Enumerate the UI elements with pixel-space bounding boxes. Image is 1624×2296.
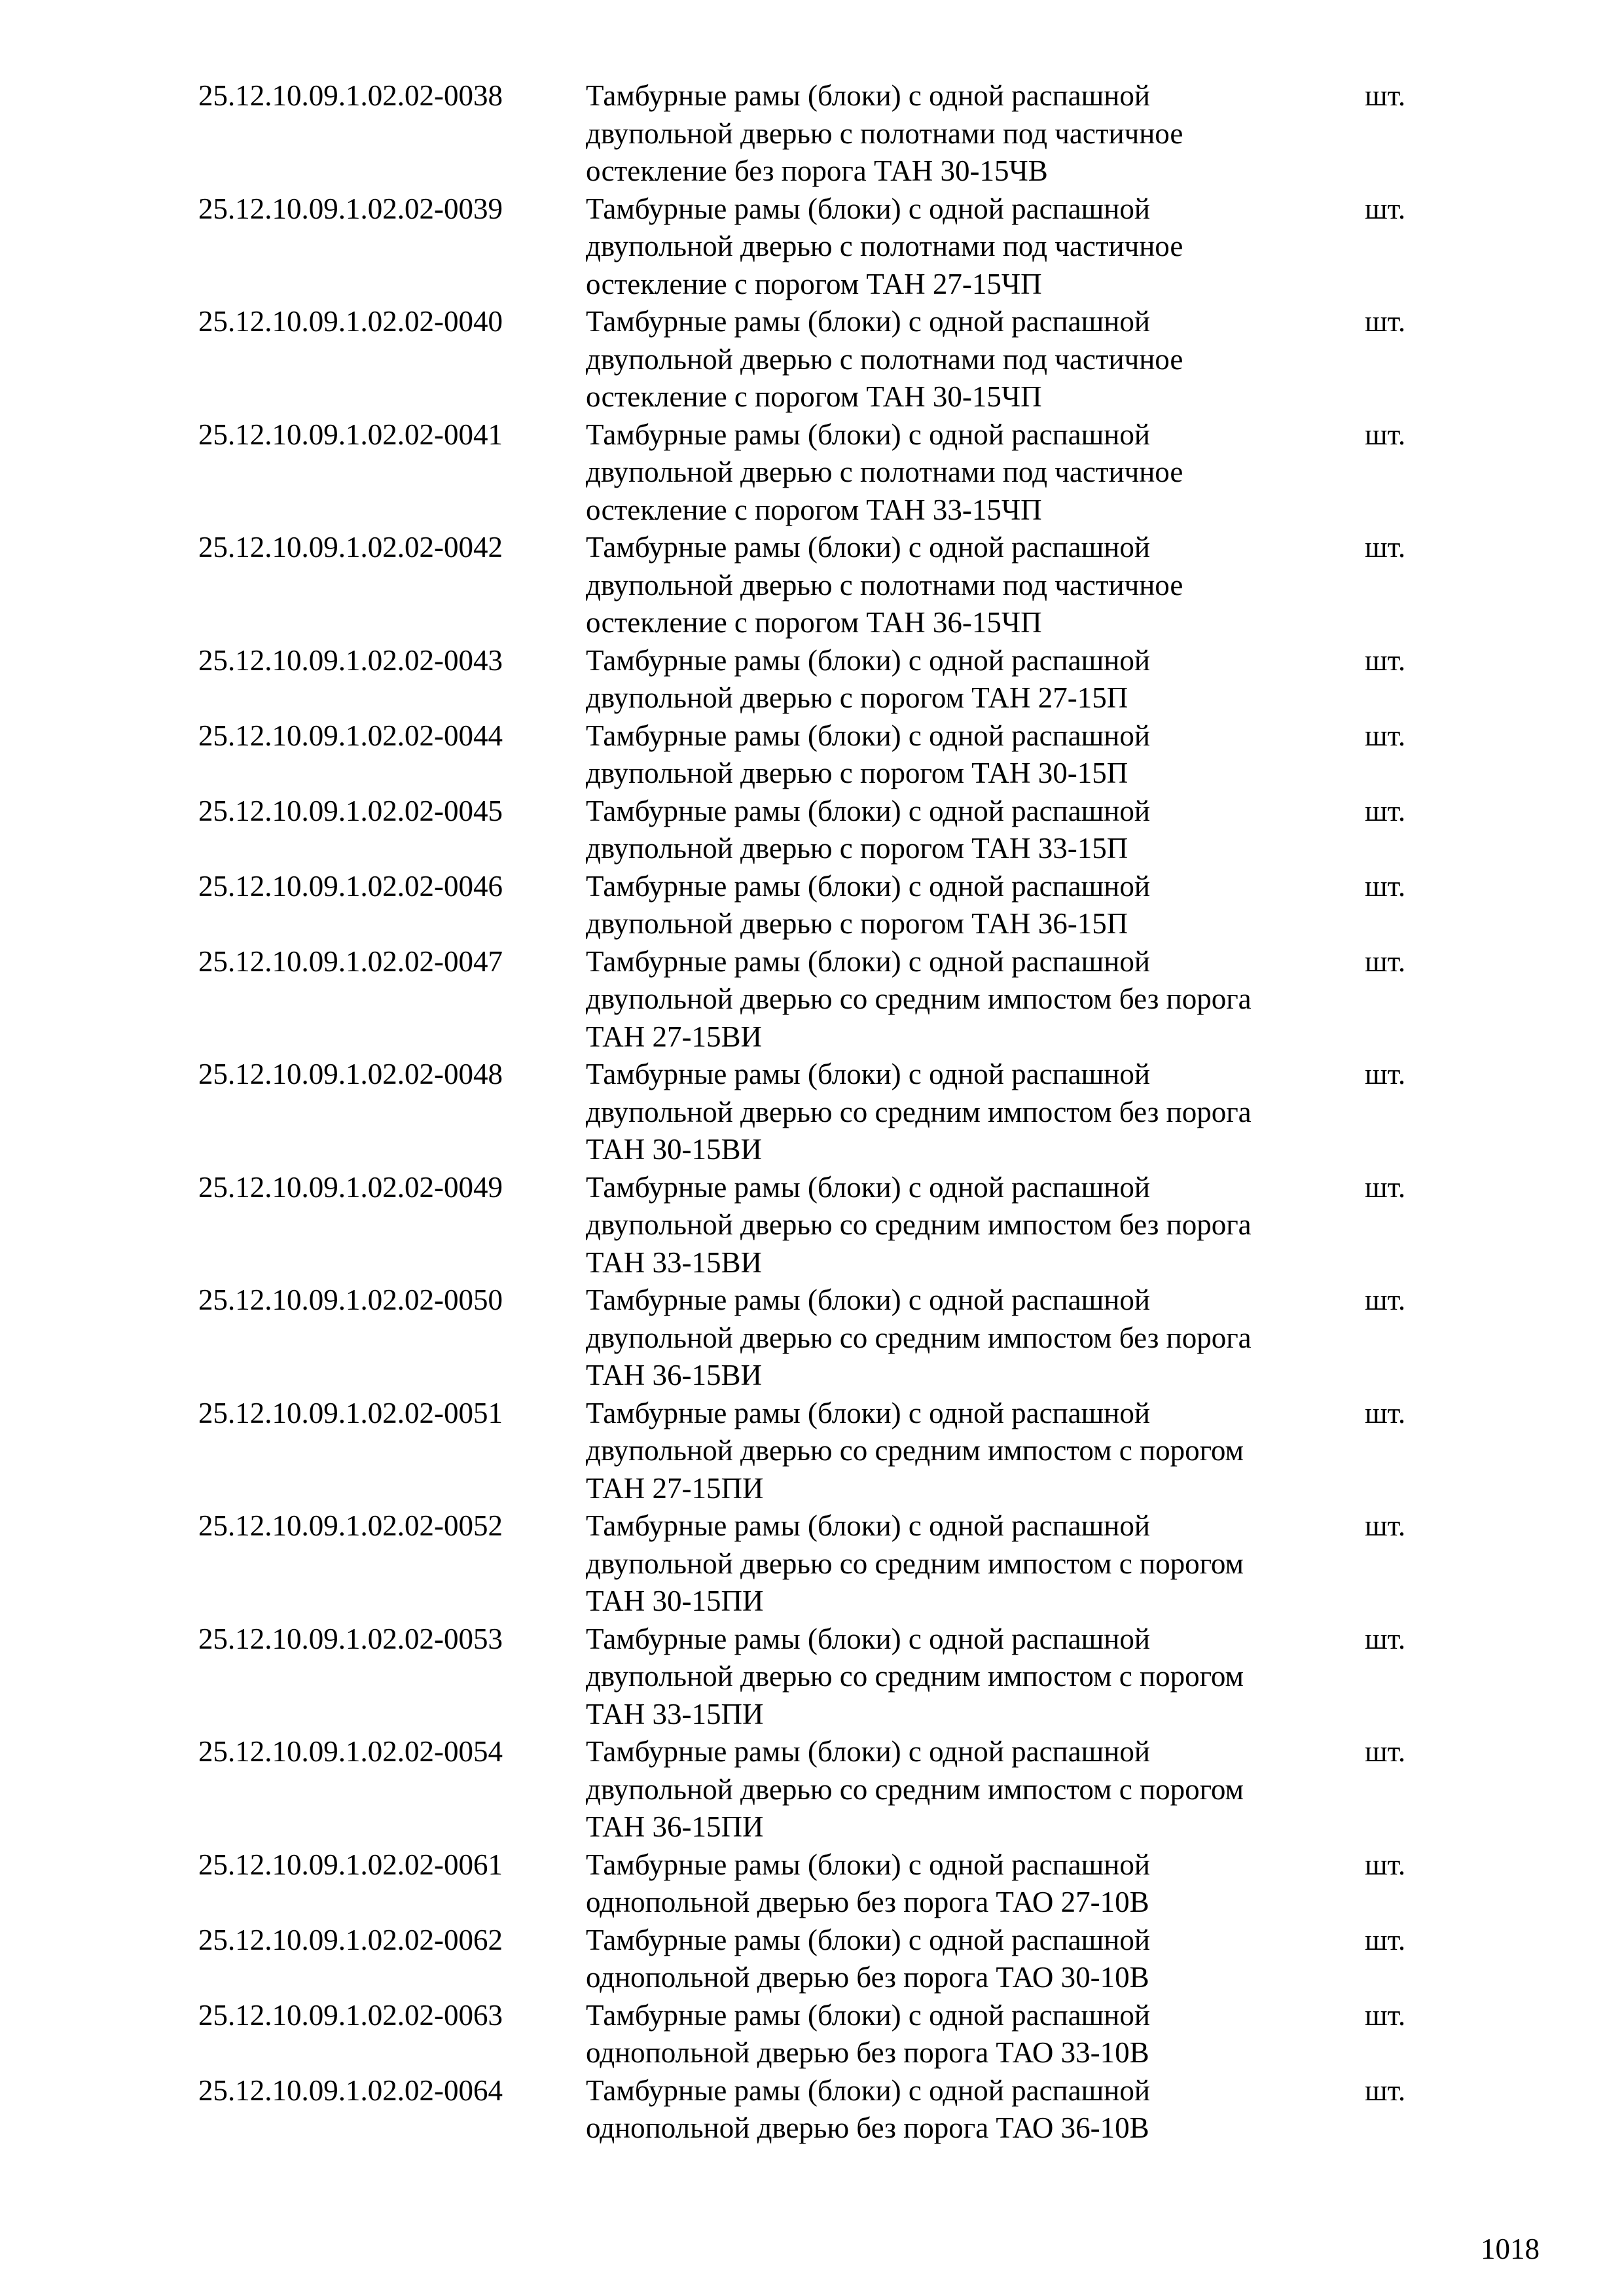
item-description xyxy=(586,868,1365,943)
description-line: двупольной дверью со средним импостом без порога xyxy=(586,1321,1252,1354)
description-line: ТАН 33-15ВИ xyxy=(586,1246,762,1279)
description-line: ТАН 30-15ПИ xyxy=(586,1585,764,1617)
item-unit: шт. xyxy=(1365,305,1406,338)
table-row xyxy=(198,1282,1442,1395)
table-row xyxy=(198,868,1442,943)
description-line: двупольной дверью с полотнами под частичное xyxy=(586,342,1183,376)
item-unit: шт. xyxy=(1365,531,1406,564)
item-description xyxy=(586,77,1365,190)
description-line: двупольной дверью со средним импостом с порогом xyxy=(586,1434,1244,1467)
item-code: 25.12.10.09.1.02.02-0045 xyxy=(198,794,503,827)
description-line: ТАН 36-15ВИ xyxy=(586,1359,762,1391)
description-line: двупольной дверью с порогом ТАН 27-15П xyxy=(586,681,1128,714)
item-description xyxy=(586,793,1365,868)
item-description xyxy=(586,529,1365,642)
item-unit: шт. xyxy=(1365,1998,1406,2032)
description-line: Тамбурные рамы (блоки) с одной распашной xyxy=(586,2073,1150,2107)
description-line: однопольной дверью без порога ТАО 33-10В xyxy=(586,2036,1149,2069)
item-code: 25.12.10.09.1.02.02-0039 xyxy=(198,192,503,225)
item-code: 25.12.10.09.1.02.02-0041 xyxy=(198,418,503,451)
item-code: 25.12.10.09.1.02.02-0047 xyxy=(198,944,503,978)
table-row xyxy=(198,1846,1442,1922)
item-description xyxy=(586,1056,1365,1169)
description-line: ТАН 27-15ПИ xyxy=(586,1471,764,1505)
item-unit: шт. xyxy=(1365,1923,1406,1956)
description-line: Тамбурные рамы (блоки) с одной распашной xyxy=(586,1509,1150,1542)
item-unit: шт. xyxy=(1365,643,1406,677)
description-line: Тамбурные рамы (блоки) с одной распашной xyxy=(586,794,1150,827)
item-code: 25.12.10.09.1.02.02-0043 xyxy=(198,643,503,677)
item-code: 25.12.10.09.1.02.02-0052 xyxy=(198,1509,503,1542)
table-row xyxy=(198,943,1442,1056)
description-line: Тамбурные рамы (блоки) с одной распашной xyxy=(586,79,1150,112)
description-line: Тамбурные рамы (блоки) с одной распашной xyxy=(586,418,1150,451)
description-line: Тамбурные рамы (блоки) с одной распашной xyxy=(586,1396,1150,1429)
item-description xyxy=(586,2072,1365,2147)
description-line: Тамбурные рамы (блоки) с одной распашной xyxy=(586,305,1150,338)
description-line: однопольной дверью без порога ТАО 27-10В xyxy=(586,1886,1149,1918)
item-unit: шт. xyxy=(1365,1848,1406,1881)
item-description xyxy=(586,1846,1365,1922)
item-description xyxy=(586,1169,1365,1282)
item-description xyxy=(586,717,1365,793)
table-row xyxy=(198,1621,1442,1734)
description-line: остекление с порогом ТАН 30-15ЧП xyxy=(586,380,1042,413)
description-line: Тамбурные рамы (блоки) с одной распашной xyxy=(586,1058,1150,1090)
item-description xyxy=(586,190,1365,304)
page-number: 1018 xyxy=(1481,2233,1540,2265)
table-row xyxy=(198,1922,1442,1997)
item-unit: шт. xyxy=(1365,1396,1406,1429)
item-description xyxy=(586,1282,1365,1395)
table-row xyxy=(198,642,1442,717)
item-code: 25.12.10.09.1.02.02-0062 xyxy=(198,1923,503,1956)
item-unit: шт. xyxy=(1365,1283,1406,1316)
description-line: Тамбурные рамы (блоки) с одной распашной xyxy=(586,192,1150,225)
item-unit: шт. xyxy=(1365,1622,1406,1655)
item-description xyxy=(586,1507,1365,1621)
table-row xyxy=(198,1733,1442,1846)
item-code: 25.12.10.09.1.02.02-0063 xyxy=(198,1998,503,2032)
item-code: 25.12.10.09.1.02.02-0038 xyxy=(198,79,503,112)
table-row xyxy=(198,303,1442,416)
item-unit: шт. xyxy=(1365,192,1406,225)
description-line: двупольной дверью со средним импостом без порога xyxy=(586,1095,1252,1128)
description-line: ТАН 30-15ВИ xyxy=(586,1133,762,1166)
item-unit: шт. xyxy=(1365,79,1406,112)
table-row xyxy=(198,717,1442,793)
table-row xyxy=(198,1395,1442,1508)
description-line: двупольной дверью со средним импостом с порогом xyxy=(586,1547,1244,1580)
description-line: Тамбурные рамы (блоки) с одной распашной xyxy=(586,643,1150,677)
item-code: 25.12.10.09.1.02.02-0061 xyxy=(198,1848,503,1881)
item-unit: шт. xyxy=(1365,944,1406,978)
description-line: Тамбурные рамы (блоки) с одной распашной xyxy=(586,1923,1150,1956)
item-description xyxy=(586,1621,1365,1734)
item-unit: шт. xyxy=(1365,1170,1406,1204)
description-line: Тамбурные рамы (блоки) с одной распашной xyxy=(586,869,1150,903)
description-line: Тамбурные рамы (блоки) с одной распашной xyxy=(586,1283,1150,1316)
description-line: двупольной дверью с полотнами под частичное xyxy=(586,568,1183,601)
item-description xyxy=(586,303,1365,416)
item-description xyxy=(586,1997,1365,2072)
table-row xyxy=(198,529,1442,642)
description-line: двупольной дверью с порогом ТАН 36-15П xyxy=(586,907,1128,940)
item-description xyxy=(586,1922,1365,1997)
item-unit: шт. xyxy=(1365,1509,1406,1542)
item-code: 25.12.10.09.1.02.02-0053 xyxy=(198,1622,503,1655)
description-line: Тамбурные рамы (блоки) с одной распашной xyxy=(586,1998,1150,2032)
item-unit: шт. xyxy=(1365,418,1406,451)
description-line: двупольной дверью с полотнами под частичное xyxy=(586,117,1183,150)
description-line: Тамбурные рамы (блоки) с одной распашной xyxy=(586,1735,1150,1768)
item-unit: шт. xyxy=(1365,719,1406,752)
item-code: 25.12.10.09.1.02.02-0050 xyxy=(198,1283,503,1316)
table-row xyxy=(198,1056,1442,1169)
description-line: двупольной дверью с порогом ТАН 33-15П xyxy=(586,832,1128,865)
item-code: 25.12.10.09.1.02.02-0044 xyxy=(198,719,503,752)
item-description xyxy=(586,1733,1365,1846)
table-row xyxy=(198,416,1442,529)
table-row xyxy=(198,77,1442,190)
table-row xyxy=(198,1169,1442,1282)
item-code: 25.12.10.09.1.02.02-0064 xyxy=(198,2073,503,2107)
table-row xyxy=(198,793,1442,868)
item-code: 25.12.10.09.1.02.02-0048 xyxy=(198,1058,503,1090)
item-code: 25.12.10.09.1.02.02-0046 xyxy=(198,869,503,903)
description-line: остекление с порогом ТАН 27-15ЧП xyxy=(586,267,1042,300)
description-line: двупольной дверью со средним импостом с порогом xyxy=(586,1660,1244,1693)
description-line: ТАН 33-15ПИ xyxy=(586,1697,764,1731)
description-line: однопольной дверью без порога ТАО 36-10В xyxy=(586,2111,1149,2144)
description-line: остекление с порогом ТАН 33-15ЧП xyxy=(586,493,1042,526)
item-description xyxy=(586,1395,1365,1508)
table-row xyxy=(198,2072,1442,2147)
item-unit: шт. xyxy=(1365,1735,1406,1768)
item-description xyxy=(586,642,1365,717)
description-line: Тамбурные рамы (блоки) с одной распашной xyxy=(586,719,1150,752)
item-unit: шт. xyxy=(1365,1058,1406,1090)
description-line: двупольной дверью со средним импостом без порога xyxy=(586,1208,1252,1241)
description-line: однопольной дверью без порога ТАО 30-10В xyxy=(586,1961,1149,1994)
item-code: 25.12.10.09.1.02.02-0042 xyxy=(198,531,503,564)
item-description xyxy=(586,416,1365,529)
description-line: Тамбурные рамы (блоки) с одной распашной xyxy=(586,531,1150,564)
item-code: 25.12.10.09.1.02.02-0054 xyxy=(198,1735,503,1768)
description-line: Тамбурные рамы (блоки) с одной распашной xyxy=(586,1848,1150,1881)
description-line: двупольной дверью с порогом ТАН 30-15П xyxy=(586,757,1128,789)
description-line: двупольной дверью со средним импостом с порогом xyxy=(586,1772,1244,1806)
description-line: двупольной дверью с полотнами под частичное xyxy=(586,456,1183,488)
table-row xyxy=(198,1997,1442,2072)
item-code: 25.12.10.09.1.02.02-0040 xyxy=(198,305,503,338)
description-line: остекление с порогом ТАН 36-15ЧП xyxy=(586,606,1042,639)
price-list-table xyxy=(198,77,1442,2147)
description-line: Тамбурные рамы (блоки) с одной распашной xyxy=(586,1170,1150,1204)
description-line: остекление без порога ТАН 30-15ЧВ xyxy=(586,154,1048,187)
item-unit: шт. xyxy=(1365,2073,1406,2107)
item-code: 25.12.10.09.1.02.02-0051 xyxy=(198,1396,503,1429)
item-unit: шт. xyxy=(1365,869,1406,903)
table-row xyxy=(198,1507,1442,1621)
description-line: двупольной дверью со средним импостом без порога xyxy=(586,982,1252,1015)
item-unit: шт. xyxy=(1365,794,1406,827)
description-line: Тамбурные рамы (блоки) с одной распашной xyxy=(586,1622,1150,1655)
item-code: 25.12.10.09.1.02.02-0049 xyxy=(198,1170,503,1204)
description-line: ТАН 36-15ПИ xyxy=(586,1810,764,1843)
table-row xyxy=(198,190,1442,304)
description-line: ТАН 27-15ВИ xyxy=(586,1020,762,1053)
description-line: двупольной дверью с полотнами под частичное xyxy=(586,230,1183,262)
description-line: Тамбурные рамы (блоки) с одной распашной xyxy=(586,944,1150,978)
item-description xyxy=(586,943,1365,1056)
